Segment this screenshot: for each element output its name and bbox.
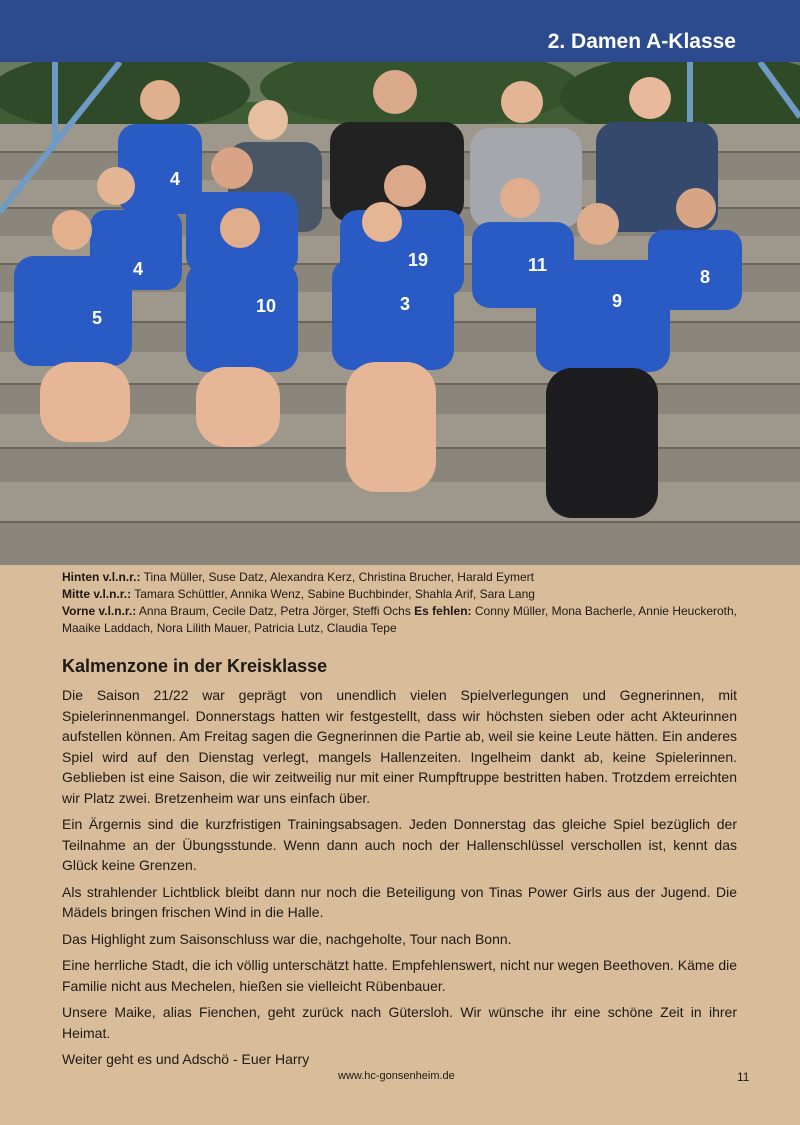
article [62,656,737,1076]
svg-text:19: 19 [408,250,429,270]
caption-front: Vorne v.l.n.r.: Anna Braum, Cecile Datz, Petra Jörger, Steffi Ochs Es fehlen: Conny Müller, Mona Bacherle, Annie Heuckeroth, Maaike Laddach, Nora Lilith Mauer, Patricia Lutz, Claudia Tepe [62,604,738,635]
svg-text:11: 11 [528,255,548,275]
svg-text:3: 3 [400,294,411,314]
svg-text:8: 8 [700,267,711,287]
photo-captions [62,569,742,637]
article-paragraph: Die Saison 21/22 war geprägt von unendlich vielen Spielverlegungen und Gegnerinnen, mit Spielerinnenmangel. Donnerstags hatten wir festgestellt, dass wir höchsten sieben oder acht Akteurinnen aufstellen können. Am Freitag sagen die Gegnerinnen die Partie ab, weil sie keine Leute hätten. Ein anderes Spiel wird auf den Dienstag verlegt, mangels Hallenzeiten. Ingelheim dankt ab, keine Spielerinnen. Geblieben ist eine Saison, die wir zeitweilig nur mit einer Rumpftruppe bestritten haben. Trotzdem erreichten wir Platz zwei. Bretzenheim war uns einfach über. [62,687,737,806]
header-bar [0,0,800,62]
svg-text:4: 4 [133,259,144,279]
article-heading: Kalmenzone in der Kreisklasse [62,656,328,676]
caption-middle: Mitte v.l.n.r.: Tamara Schüttler, Annika Wenz, Sabine Buchbinder, Shahla Arif, Sara Lang [62,587,535,601]
team-photo [0,62,800,565]
page-number: 11 [737,1070,750,1084]
caption-back: Hinten v.l.n.r.: Tina Müller, Suse Datz, Alexandra Kerz, Christina Brucher, Harald Eymert [62,570,534,584]
article-paragraph: Eine herrliche Stadt, die ich völlig unterschätzt hatte. Empfehlenswert, nicht nur wegen Beethoven. Käme die Familie nicht aus Mechelen, hießen sie vielleicht Rübenbauer. [62,957,737,994]
article-paragraph: Weiter geht es und Adschö - Euer Harry [62,1051,310,1067]
svg-text:5: 5 [92,308,103,328]
svg-text:9: 9 [612,291,623,311]
article-paragraph: Als strahlender Lichtblick bleibt dann nur noch die Beteiligung von Tinas Power Girls aus der Jugend. Die Mädels bringen frischen Wind in die Halle. [62,883,737,920]
page-title: 2. Damen A-Klasse [547,30,736,53]
article-paragraph: Das Highlight zum Saisonschluss war die, nachgeholte, Tour nach Bonn. [62,930,512,947]
svg-text:4: 4 [170,169,181,189]
footer-url[interactable]: www.hc-gonsenheim.de [338,1070,455,1082]
article-paragraph: Unsere Maike, alias Fienchen, geht zurück nach Gütersloh. Wir wünsche ihr eine schöne Zeit in ihrer Heimat. [62,1004,737,1041]
svg-text:10: 10 [256,296,277,316]
article-paragraph: Ein Ärgernis sind die kurzfristigen Trainingsabsagen. Jeden Donnerstag das gleiche Spiel bezüglich der Teilnahme an der Übungsstunde. Wenn dann auch noch der Hallenschlüssel verschollen ist, kennt das Glück keine Grenzen. [62,816,737,873]
